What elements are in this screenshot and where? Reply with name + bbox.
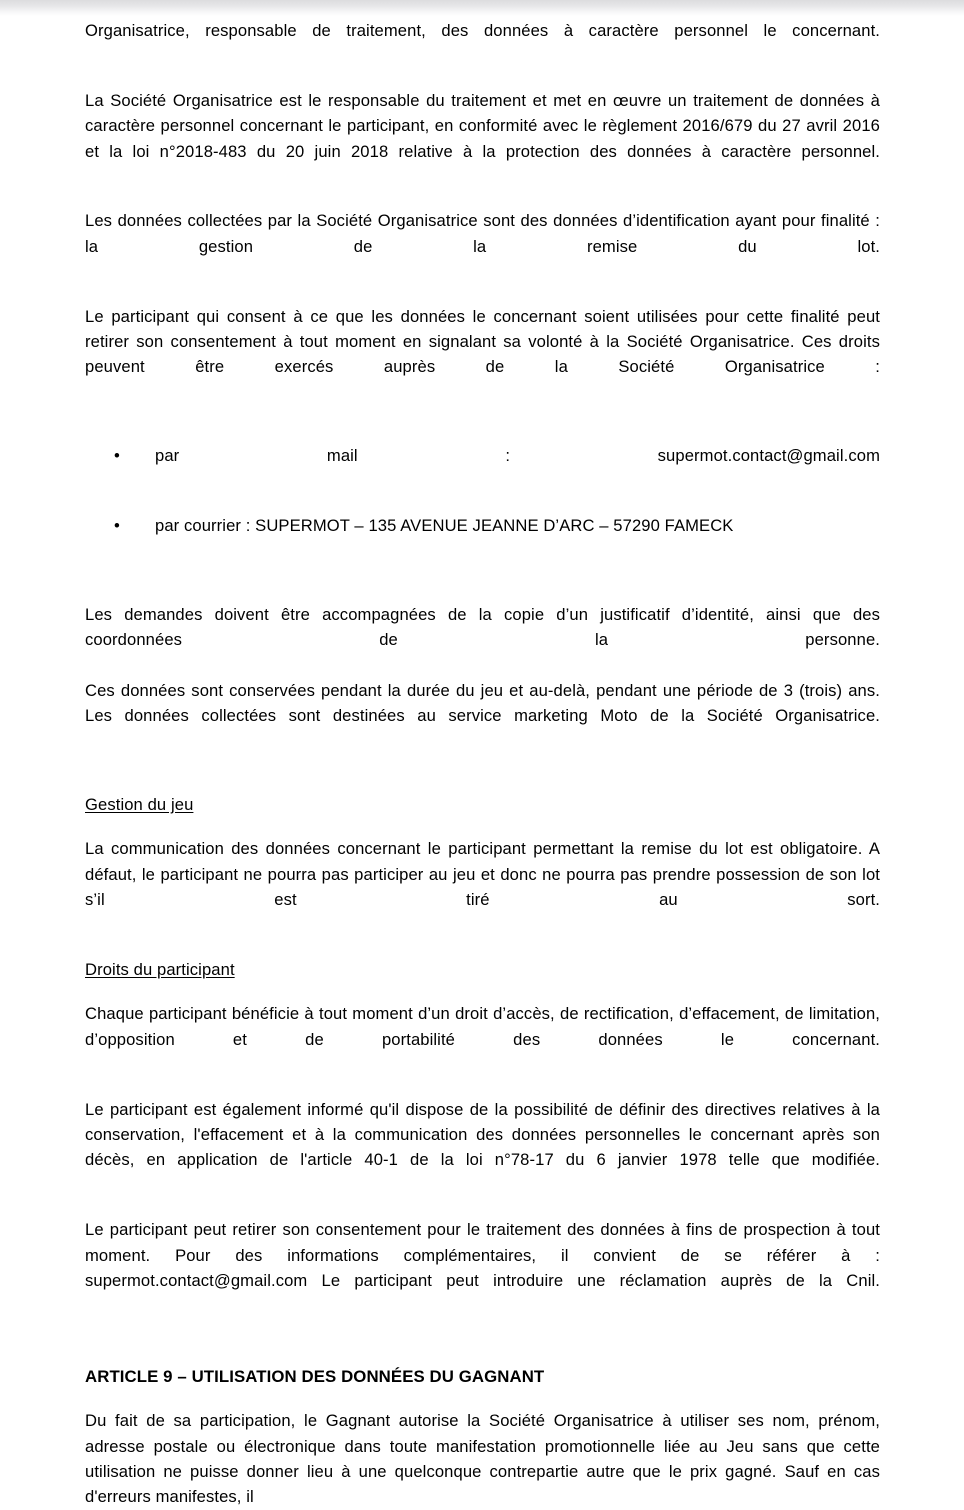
list-item-par-courrier bbox=[85, 513, 880, 538]
contact-methods-list bbox=[85, 443, 880, 538]
heading-droits-du-participant: Droits du participant bbox=[85, 959, 235, 979]
spacer-before-gestion-heading bbox=[85, 773, 880, 792]
spacer-after-bullets bbox=[85, 558, 880, 602]
paragraph-donnees-collectees-finalite: Les données collectées par la Société Organisatrice sont des données d’identification ayant pour finalité : la gestion de la remise du lot. bbox=[85, 211, 880, 256]
paragraph-retrait-prospection-cnil: Le participant peut retirer son consentement pour le traitement des données à fins de prospection à tout moment. Pour des informations complémentaires, il convient de se référer à : supermot.contact@gmail.com Le participant peut introduire une réclamation auprès de la Cnil. bbox=[85, 1220, 880, 1291]
list-item-par-mail bbox=[85, 443, 880, 494]
paragraph-retrait-consentement: Le participant qui consent à ce que les données le concernant soient utilisées pour cette finalité peut retirer son consentement à tout moment en signalant sa volonté à la Société Organisatrice. Ces droits peuvent être exercés auprès de la Société Organisatrice : bbox=[85, 306, 880, 377]
paragraph-demandes-justificatif: Les demandes doivent être accompagnées de la copie d’un justificatif d’identité, ainsi que des coordonnées de la personne. bbox=[85, 604, 880, 649]
paragraph-utilisation-donnees-gagnant: Du fait de sa participation, le Gagnant autorise la Société Organisatrice à utiliser ses nom, prénom, adresse postale ou électronique dans toute manifestation promotionnelle liée au Jeu sans que cette utilisation ne puisse donner lieu à une quelconque contrepartie autre que le prix gagné. Sauf en cas d'erreurs manifestes, il bbox=[85, 1411, 880, 1507]
paragraph-conservation-donnees: Ces données sont conservées pendant la durée du jeu et au-delà, pendant une période de 3 (trois) ans. Les données collectées sont destinées au service marketing Moto de la Société Organisatrice. bbox=[85, 680, 880, 726]
heading-article-9: ARTICLE 9 – UTILISATION DES DONNÉES DU GAGNANT bbox=[85, 1366, 545, 1386]
list-item-label-par-mail: par mail : supermot.contact@gmail.com bbox=[155, 446, 880, 466]
bullet-icon: • bbox=[114, 516, 120, 536]
document-body bbox=[85, 18, 880, 1510]
paragraph-societe-organisatrice-responsable-traitement: La Société Organisatrice est le responsable du traitement et met en œuvre un traitement de données à caractère personnel concernant le participant, en conformité avec le règlement 2016/679 du 27 avril 2016 et la loi n°2018-483 du 20 juin 2018 relative à la protection des données à caractère personnel. bbox=[85, 90, 880, 161]
list-item-label-par-courrier: par courrier : SUPERMOT – 135 AVENUE JEANNE D’ARC – 57290 FAMECK bbox=[155, 516, 734, 536]
spacer-before-bullets bbox=[85, 424, 880, 443]
paragraph-organisatrice-responsable: Organisatrice, responsable de traitement, des données à caractère personnel le concernant. bbox=[85, 21, 880, 40]
paragraph-droit-acces-rectification: Chaque participant bénéficie à tout moment d’un droit d’accès, de rectification, d’effacement, de limitation, d’opposition et de portabilité des données le concernant. bbox=[85, 1004, 880, 1049]
spacer-before-article9 bbox=[85, 1338, 880, 1364]
bullet-icon: • bbox=[114, 446, 120, 466]
heading-gestion-du-jeu: Gestion du jeu bbox=[85, 794, 194, 814]
paragraph-directives-post-mortem: Le participant est également informé qu'il dispose de la possibilité de définir des directives relatives à la conservation, l'effacement et à la communication des données personnelles le concernant après son décès, en application de l'article 40-1 de la loi n°78-17 du 6 janvier 1978 telle que modifiée. bbox=[85, 1099, 880, 1170]
paragraph-communication-obligatoire: La communication des données concernant le participant permettant la remise du lot est obligatoire. A défaut, le participant ne pourra pas participer au jeu et donc ne pourra pas prendre possession de son lot s’il est tiré au sort. bbox=[85, 839, 880, 910]
